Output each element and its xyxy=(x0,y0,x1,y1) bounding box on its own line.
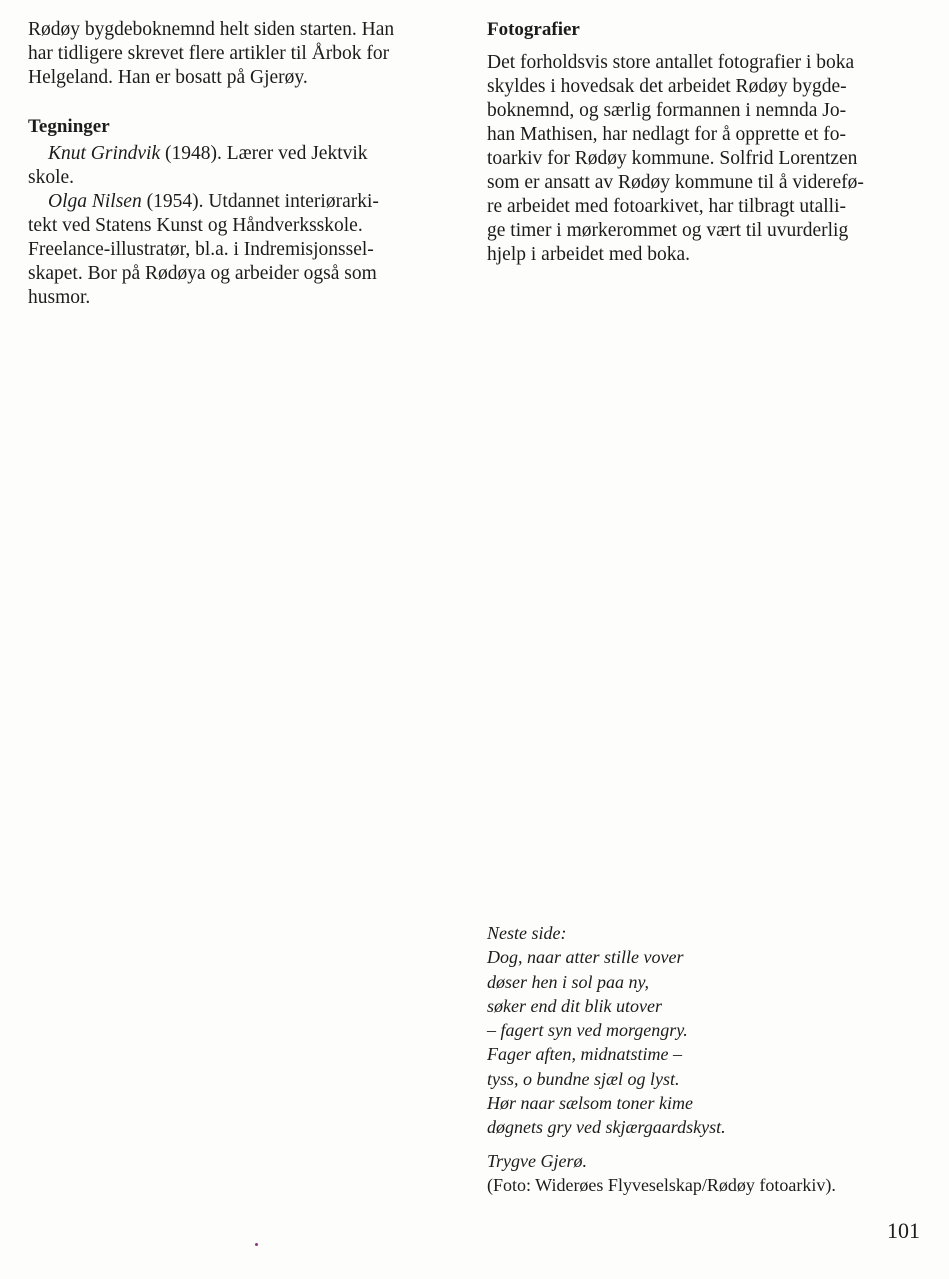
caption-label: Neste side: xyxy=(487,923,567,943)
left-column xyxy=(28,18,457,310)
photo-credit: (Foto: Widerøes Flyveselskap/Rødøy fotoarkiv). xyxy=(487,1174,836,1195)
poem-line: døgnets gry ved skjærgaardskyst. xyxy=(487,1117,726,1138)
photo-caption xyxy=(487,921,927,1197)
poem-author: Trygve Gjerø. xyxy=(487,1150,587,1171)
illustrator-name: Olga Nilsen xyxy=(48,191,142,212)
poem-line: – fagert syn ved morgengry. xyxy=(487,1020,688,1041)
right-column xyxy=(487,18,919,267)
page-number: 101 xyxy=(887,1218,920,1243)
poem-line: Fager aften, midnatstime – xyxy=(487,1044,682,1065)
illustrator-entry-grindvik: Knut Grindvik (1948). Lærer ved Jektvik skole. xyxy=(28,143,368,188)
poem-line: Dog, naar atter stille vover xyxy=(487,947,684,968)
poem-line: Hør naar sælsom toner kime xyxy=(487,1093,693,1114)
illustrator-entry-nilsen: Olga Nilsen (1954). Utdannet interiørarki- tekt ved Statens Kunst og Håndverksskole. Freelance-illustratør, bl.a. i Indremisjonssel- skapet. Bor på Rødøya og arbeider også som husmor. xyxy=(28,191,379,308)
poem-line: døser hen i sol paa ny, xyxy=(487,971,649,992)
photographs-paragraph: Det forholdsvis store antallet fotografier i boka skyldes i hovedsak det arbeidet Rødøy bygde- boknemnd, og særlig formannen i nemnda Jo- han Mathisen, har nedlagt for å opprette et fo- toarkiv for Rødøy kommune. Solfrid Lorentzen som er ansatt av Rødøy kommune til å viderefø- re arbeidet med fotoarkivet, har tilbragt utalli- ge timer i mørkerommet og vært til uvurderlig hjelp i arbeidet med boka. xyxy=(487,52,864,265)
section-heading-tegninger: Tegninger xyxy=(28,116,110,137)
intro-paragraph: Rødøy bygdeboknemnd helt siden starten. Han har tidligere skrevet flere artikler til Årbok for Helgeland. Han er bosatt på Gjerøy. xyxy=(28,19,395,88)
poem-line: tyss, o bundne sjæl og lyst. xyxy=(487,1068,680,1089)
poem-line: søker end dit blik utover xyxy=(487,995,662,1016)
section-heading-fotografier: Fotografier xyxy=(487,19,580,40)
print-speck xyxy=(255,1243,258,1246)
illustrator-name: Knut Grindvik xyxy=(48,143,161,164)
